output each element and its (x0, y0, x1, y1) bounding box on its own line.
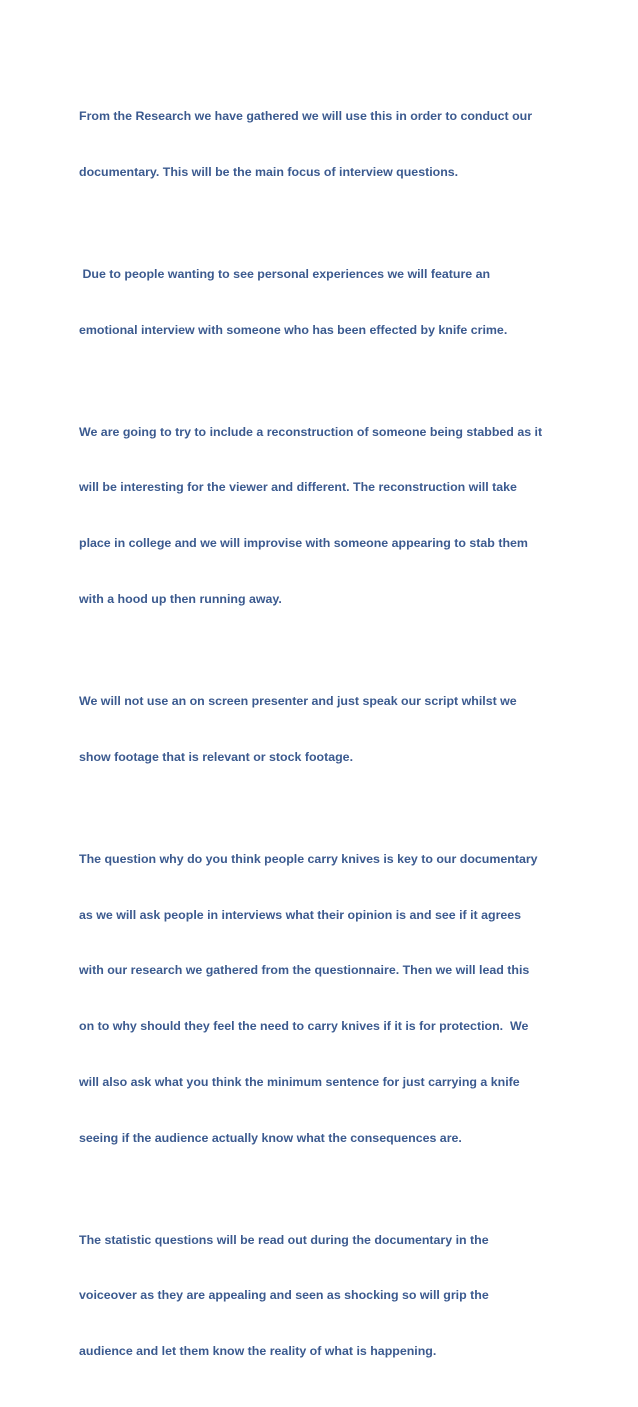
text-line: audience and let them know the reality of what is happening. (79, 1344, 437, 1359)
document-body (79, 70, 565, 1407)
text-line: with our research we gathered from the questionnaire. Then we will lead this (79, 963, 530, 978)
text-line: voiceover as they are appealing and seen as shocking so will grip the (79, 1288, 489, 1303)
paragraph-research-focus (79, 70, 565, 219)
text-line: will be interesting for the viewer and different. The reconstruction will take (79, 480, 517, 495)
text-line: documentary. This will be the main focus of interview questions. (79, 164, 459, 179)
text-line: Due to people wanting to see personal experiences we will feature an (79, 266, 491, 281)
text-line: seeing if the audience actually know what the consequences are. (79, 1130, 462, 1145)
text-line: From the Research we have gathered we will use this in order to conduct our (79, 109, 533, 124)
text-line: show footage that is relevant or stock footage. (79, 749, 354, 764)
text-line: The question why do you think people carry knives is key to our documentary (79, 851, 538, 866)
text-line: with a hood up then running away. (79, 592, 282, 607)
text-line: will also ask what you think the minimum sentence for just carrying a knife (79, 1074, 520, 1089)
paragraph-key-question (79, 813, 565, 1185)
text-line: emotional interview with someone who has been effected by knife crime. (79, 322, 508, 337)
text-line: The statistic questions will be read out during the documentary in the (79, 1232, 489, 1247)
text-line: as we will ask people in interviews what their opinion is and see if it agrees (79, 907, 522, 922)
text-line: on to why should they feel the need to carry knives if it is for protection. We (79, 1019, 529, 1034)
paragraph-presenter (79, 655, 565, 804)
paragraph-reconstruction (79, 386, 565, 646)
paragraph-emotional-interview (79, 228, 565, 377)
paragraph-statistics (79, 1193, 565, 1398)
text-line: We will not use an on screen presenter and just speak our script whilst we (79, 694, 517, 708)
text-line: place in college and we will improvise with someone appearing to stab them (79, 536, 528, 551)
text-line: We are going to try to include a reconstruction of someone being stabbed as it (79, 424, 543, 439)
